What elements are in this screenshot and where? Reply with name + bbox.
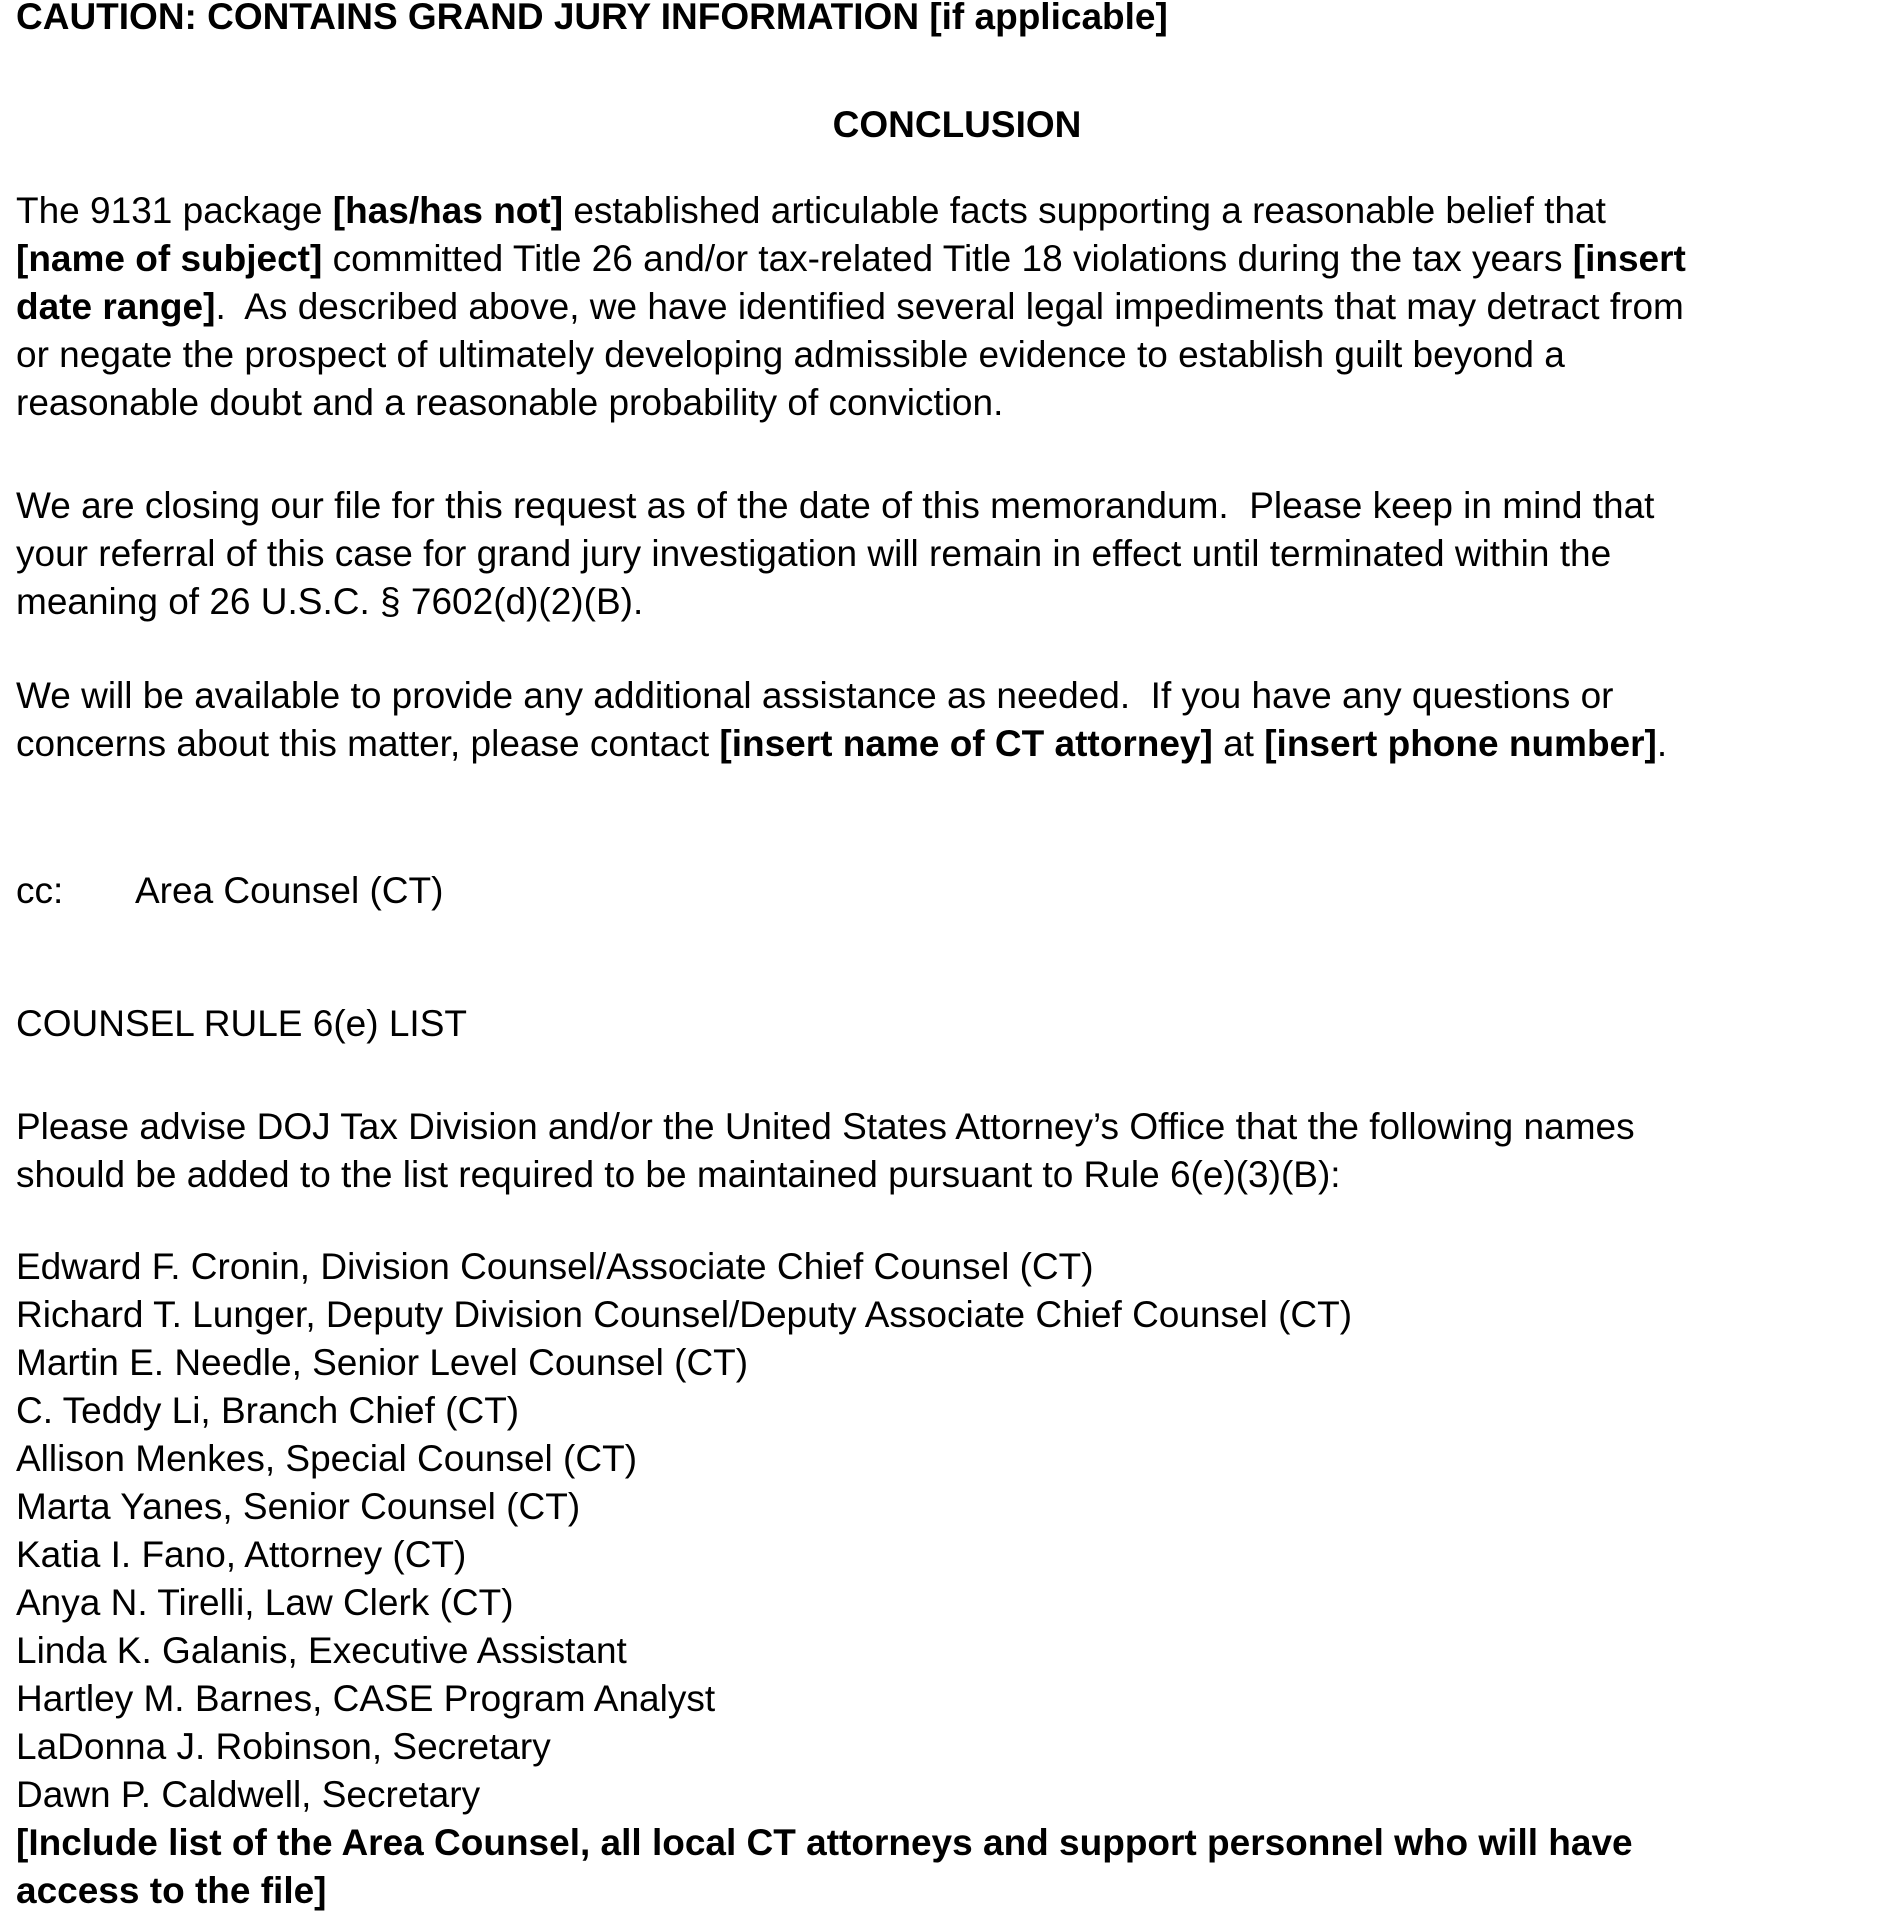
counsel-rule-6e-list-heading: COUNSEL RULE 6(e) LIST <box>16 1003 467 1044</box>
section-title-conclusion: CONCLUSION <box>832 104 1082 145</box>
text-line <box>16 578 1898 626</box>
text-run: at <box>1212 723 1265 764</box>
placeholder-insert-date-range-end: date range] <box>16 286 216 327</box>
text-line <box>16 672 1898 720</box>
text-run: . <box>1656 723 1668 764</box>
rule-6e-name-list <box>16 1243 1898 1819</box>
name-list-item: Linda K. Galanis, Executive Assistant <box>16 1630 627 1671</box>
text-line <box>16 530 1898 578</box>
rule-6e-intro-paragraph <box>16 1103 1898 1199</box>
name-list-item: Anya N. Tirelli, Law Clerk (CT) <box>16 1582 514 1623</box>
assistance-paragraph <box>16 672 1898 768</box>
text-line <box>16 331 1898 379</box>
text-run: We will be available to provide any additional assistance as needed. If you have any questions or <box>16 675 1614 716</box>
text-run: We are closing our file for this request as of the date of this memorandum. Please keep in mind that <box>16 485 1655 526</box>
name-list-item: Dawn P. Caldwell, Secretary <box>16 1774 481 1815</box>
placeholder-insert-date-range-start: [insert <box>1572 238 1686 279</box>
name-list-item: Richard T. Lunger, Deputy Division Counsel/Deputy Associate Chief Counsel (CT) <box>16 1294 1353 1335</box>
placeholder-phone-number: [insert phone number] <box>1264 723 1657 764</box>
text-line <box>16 187 1898 235</box>
text-run: . As described above, we have identified several legal impediments that may detract from <box>215 286 1684 327</box>
text-run: reasonable doubt and a reasonable probability of conviction. <box>16 382 1004 423</box>
name-list-item: Hartley M. Barnes, CASE Program Analyst <box>16 1678 716 1719</box>
conclusion-paragraph-1 <box>16 187 1898 427</box>
text-line <box>16 482 1898 530</box>
text-run: concerns about this matter, please contact <box>16 723 720 764</box>
name-list-item: Edward F. Cronin, Division Counsel/Associate Chief Counsel (CT) <box>16 1246 1094 1287</box>
placeholder-ct-attorney-name: [insert name of CT attorney] <box>719 723 1213 764</box>
name-list-item: Marta Yanes, Senior Counsel (CT) <box>16 1486 581 1527</box>
cc-row <box>16 867 1898 915</box>
placeholder-has-has-not: [has/has not] <box>332 190 564 231</box>
text-run: The 9131 package <box>16 190 333 231</box>
closing-file-paragraph <box>16 482 1898 626</box>
text-run: meaning of 26 U.S.C. § 7602(d)(2)(B). <box>16 581 644 622</box>
text-line <box>16 720 1898 768</box>
name-list-item: Martin E. Needle, Senior Level Counsel (CT) <box>16 1342 749 1383</box>
name-list-item: LaDonna J. Robinson, Secretary <box>16 1726 551 1767</box>
text-line <box>16 283 1898 331</box>
cc-value: Area Counsel (CT) <box>135 870 444 911</box>
caution-banner: CAUTION: CONTAINS GRAND JURY INFORMATION [if applicable] <box>16 0 1168 37</box>
name-list-item: Katia I. Fano, Attorney (CT) <box>16 1534 467 1575</box>
text-run: should be added to the list required to be maintained pursuant to Rule 6(e)(3)(B): <box>16 1154 1341 1195</box>
include-list-note <box>16 1819 1898 1915</box>
text-line <box>16 1103 1898 1151</box>
text-run: or negate the prospect of ultimately developing admissible evidence to establish guilt beyond a <box>16 334 1565 375</box>
name-list-item: Allison Menkes, Special Counsel (CT) <box>16 1438 638 1479</box>
text-run: committed Title 26 and/or tax-related Title 18 violations during the tax years <box>322 238 1573 279</box>
text-run: Please advise DOJ Tax Division and/or the United States Attorney’s Office that the following names <box>16 1106 1635 1147</box>
name-list-item: C. Teddy Li, Branch Chief (CT) <box>16 1390 520 1431</box>
cc-label: cc: <box>16 870 64 911</box>
text-line <box>16 235 1898 283</box>
text-run: your referral of this case for grand jury investigation will remain in effect until terminated within the <box>16 533 1612 574</box>
text-line <box>16 1151 1898 1199</box>
text-line <box>16 379 1898 427</box>
placeholder-name-of-subject: [name of subject] <box>16 238 323 279</box>
text-run: established articulable facts supporting a reasonable belief that <box>563 190 1606 231</box>
text-line: [Include list of the Area Counsel, all local CT attorneys and support personnel who will have <box>16 1822 1633 1863</box>
text-line: access to the file] <box>16 1870 327 1911</box>
